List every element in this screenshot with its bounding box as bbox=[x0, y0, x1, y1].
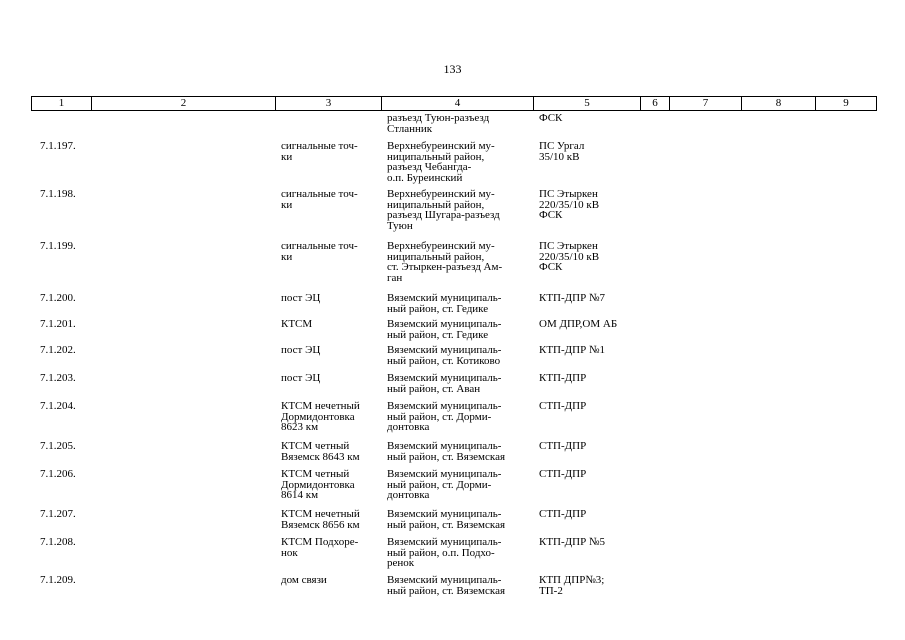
header-col-5: 5 bbox=[534, 97, 641, 110]
row-number: 7.1.208. bbox=[40, 536, 76, 548]
row-number: 7.1.203. bbox=[40, 372, 76, 384]
header-col-9: 9 bbox=[843, 97, 849, 109]
object-location: Вяземский муниципаль- ный район, ст. Вяземская bbox=[387, 508, 506, 531]
object-location: Вяземский муниципаль- ный район, ст. Вяземская bbox=[387, 574, 506, 597]
header-col-8: 8 bbox=[742, 97, 816, 110]
object-location: Вяземский муниципаль- ный район, ст. Дорми- донтовка bbox=[387, 468, 502, 501]
power-source: КТП ДПР№3; ТП-2 bbox=[539, 574, 605, 597]
object-location: разъезд Туюн-разъезд Стланник bbox=[387, 112, 490, 135]
object-location: Вяземский муниципаль- ный район, ст. Вяземская bbox=[387, 440, 506, 463]
header-col-7: 7 bbox=[670, 97, 742, 110]
object-name: КТСМ bbox=[281, 318, 313, 330]
object-name: пост ЭЦ bbox=[281, 344, 321, 356]
row-number: 7.1.202. bbox=[40, 344, 76, 356]
object-location: Вяземский муниципаль- ный район, ст. Гедике bbox=[387, 318, 502, 341]
power-source: СТП-ДПР bbox=[539, 508, 587, 520]
row-number: 7.1.201. bbox=[40, 318, 76, 330]
row-number: 7.1.205. bbox=[40, 440, 76, 452]
row-number: 7.1.206. bbox=[40, 468, 76, 480]
power-source: КТП-ДПР №1 bbox=[539, 344, 605, 356]
header-col-4: 4 bbox=[382, 97, 534, 110]
object-name: сигнальные точ- ки bbox=[281, 240, 358, 263]
object-location: Верхнебуреинский му- ниципальный район, ст. Этыркен-разъезд Ам- ган bbox=[387, 240, 503, 284]
object-location: Верхнебуреинский му- ниципальный район, разъезд Чебангда- о.п. Буреинский bbox=[387, 140, 495, 184]
object-name: пост ЭЦ bbox=[281, 292, 321, 304]
object-location: Верхнебуреинский му- ниципальный район, разъезд Шугара-разъезд Туюн bbox=[387, 188, 500, 232]
object-location: Вяземский муниципаль- ный район, ст. Гедике bbox=[387, 292, 502, 315]
row-number: 7.1.198. bbox=[40, 188, 76, 200]
header-col-3: 3 bbox=[276, 97, 382, 110]
row-number: 7.1.197. bbox=[40, 140, 76, 152]
power-source: ПС Ургал 35/10 кВ bbox=[539, 140, 585, 163]
object-location: Вяземский муниципаль- ный район, о.п. Подхо- ренок bbox=[387, 536, 502, 569]
power-source: КТП-ДПР bbox=[539, 372, 587, 384]
row-number: 7.1.209. bbox=[40, 574, 76, 586]
header-col-1: 1 bbox=[32, 97, 92, 110]
object-name: КТСМ четный Дормидонтовка 8614 км bbox=[281, 468, 355, 501]
object-location: Вяземский муниципаль- ный район, ст. Котиково bbox=[387, 344, 502, 367]
object-location: Вяземский муниципаль- ный район, ст. Дорми- донтовка bbox=[387, 400, 502, 433]
table-header bbox=[31, 96, 877, 111]
power-source: КТП-ДПР №7 bbox=[539, 292, 605, 304]
object-name: пост ЭЦ bbox=[281, 372, 321, 384]
object-name: КТСМ нечетный Дормидонтовка 8623 км bbox=[281, 400, 360, 433]
object-location: Вяземский муниципаль- ный район, ст. Аван bbox=[387, 372, 502, 395]
power-source: ПС Этыркен 220/35/10 кВ ФСК bbox=[539, 188, 600, 221]
row-number: 7.1.207. bbox=[40, 508, 76, 520]
object-name: дом связи bbox=[281, 574, 327, 586]
object-name: КТСМ нечетный Вяземск 8656 км bbox=[281, 508, 360, 531]
row-number: 7.1.204. bbox=[40, 400, 76, 412]
power-source: КТП-ДПР №5 bbox=[539, 536, 605, 548]
object-name: сигнальные точ- ки bbox=[281, 140, 358, 163]
power-source: СТП-ДПР bbox=[539, 468, 587, 480]
header-col-6: 6 bbox=[641, 97, 670, 110]
power-source: ФСК bbox=[539, 112, 563, 124]
power-source: СТП-ДПР bbox=[539, 440, 587, 452]
power-source: СТП-ДПР bbox=[539, 400, 587, 412]
power-source: ОМ ДПР,ОМ АБ bbox=[539, 318, 618, 330]
object-name: сигнальные точ- ки bbox=[281, 188, 358, 211]
row-number: 7.1.199. bbox=[40, 240, 76, 252]
power-source: ПС Этыркен 220/35/10 кВ ФСК bbox=[539, 240, 600, 273]
object-name: КТСМ четный Вяземск 8643 км bbox=[281, 440, 360, 463]
object-name: КТСМ Подхоре- нок bbox=[281, 536, 359, 559]
header-col-2: 2 bbox=[92, 97, 276, 110]
page-number: 133 bbox=[443, 62, 462, 76]
row-number: 7.1.200. bbox=[40, 292, 76, 304]
